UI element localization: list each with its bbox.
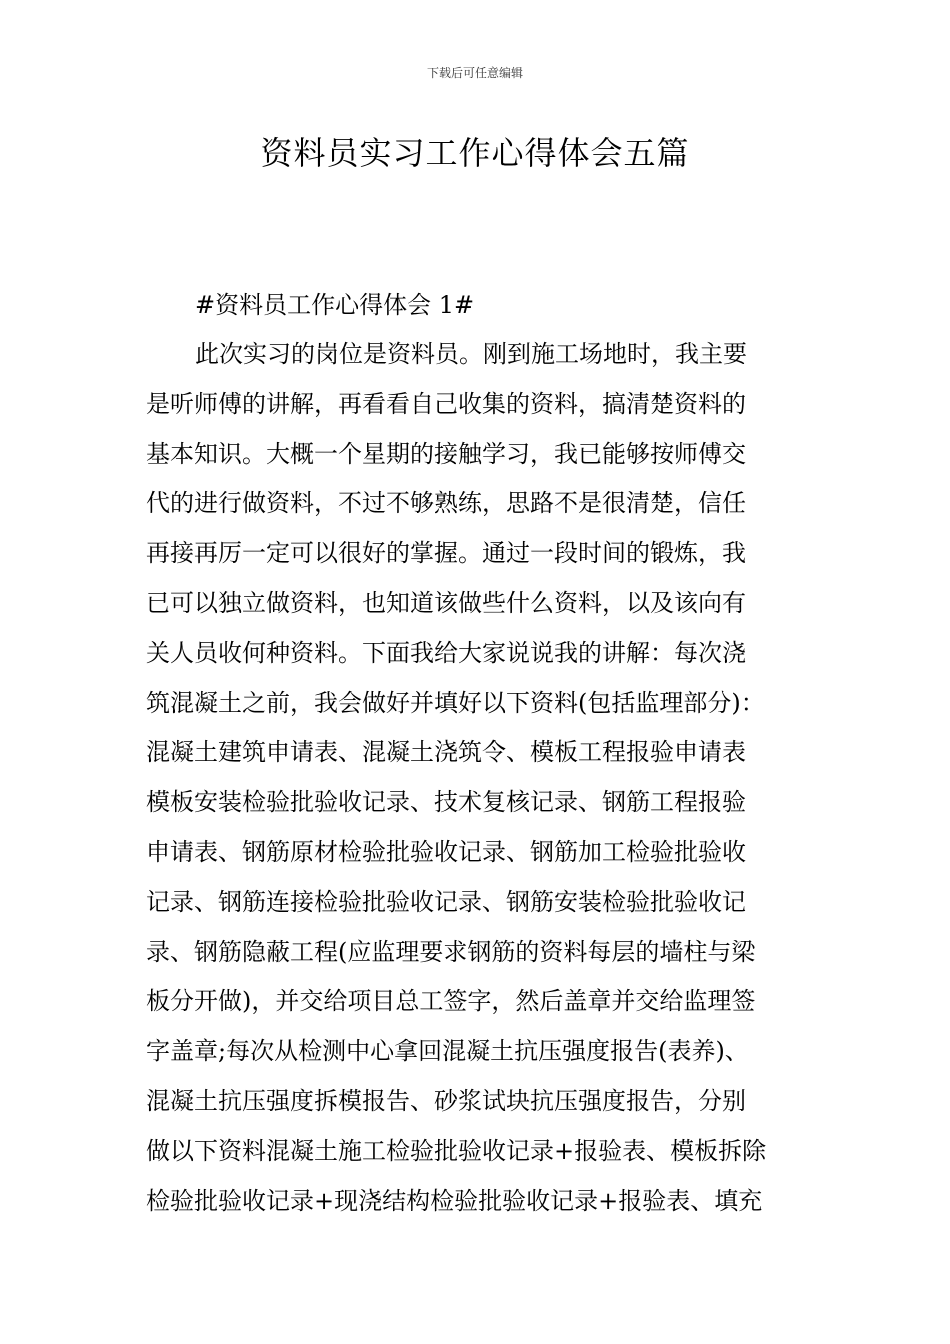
paragraph-line: 做以下资料混凝土施工检验批验收记录+报验表、模板拆除 (146, 1136, 767, 1165)
paragraph-line: 记录、钢筋连接检验批验收记录、钢筋安装检验批验收记 (146, 887, 746, 916)
document-title: 资料员实习工作心得体会五篇 (260, 134, 690, 172)
paragraph-line: 筑混凝土之前，我会做好并填好以下资料(包括监理部分)： (146, 688, 765, 717)
paragraph-line: 再接再厉一定可以很好的掌握。通过一段时间的锻炼，我 (146, 539, 746, 568)
paragraph-line: 关人员收何种资料。下面我给大家说说我的讲解：每次浇 (146, 638, 746, 667)
paragraph-line: 此次实习的岗位是资料员。刚到施工场地时，我主要 (195, 340, 747, 368)
paragraph-line: 已可以独立做资料，也知道该做些什么资料，以及该向有 (146, 588, 746, 617)
paragraph-line: 板分开做)，并交给项目总工签字，然后盖章并交给监理签 (146, 987, 756, 1016)
paragraph-line: 字盖章;每次从检测中心拿回混凝土抗压强度报告(表养)、 (146, 1037, 749, 1066)
paragraph-line: 申请表、钢筋原材检验批验收记录、钢筋加工检验批验收 (146, 837, 746, 866)
section-heading: #资料员工作心得体会 1# (195, 291, 475, 319)
paragraph-line: 是听师傅的讲解，再看看自己收集的资料，搞清楚资料的 (146, 389, 746, 418)
paragraph-line: 代的进行做资料，不过不够熟练，思路不是很清楚，信任 (146, 489, 746, 518)
paragraph-line: 检验批验收记录+现浇结构检验批验收记录+报验表、填充 (146, 1186, 763, 1215)
paragraph-line: 混凝土抗压强度拆模报告、砂浆试块抗压强度报告，分别 (146, 1086, 746, 1115)
paragraph-line: 模板安装检验批验收记录、技术复核记录、钢筋工程报验 (146, 788, 746, 817)
paragraph-line: 录、钢筋隐蔽工程(应监理要求钢筋的资料每层的墙柱与梁 (146, 937, 756, 966)
paragraph-line: 基本知识。大概一个星期的接触学习，我已能够按师傅交 (146, 439, 746, 468)
paragraph-line: 混凝土建筑申请表、混凝土浇筑令、模板工程报验申请表 (146, 738, 746, 767)
header-note: 下载后可任意编辑 (426, 66, 523, 80)
body-paragraph (146, 330, 810, 1226)
